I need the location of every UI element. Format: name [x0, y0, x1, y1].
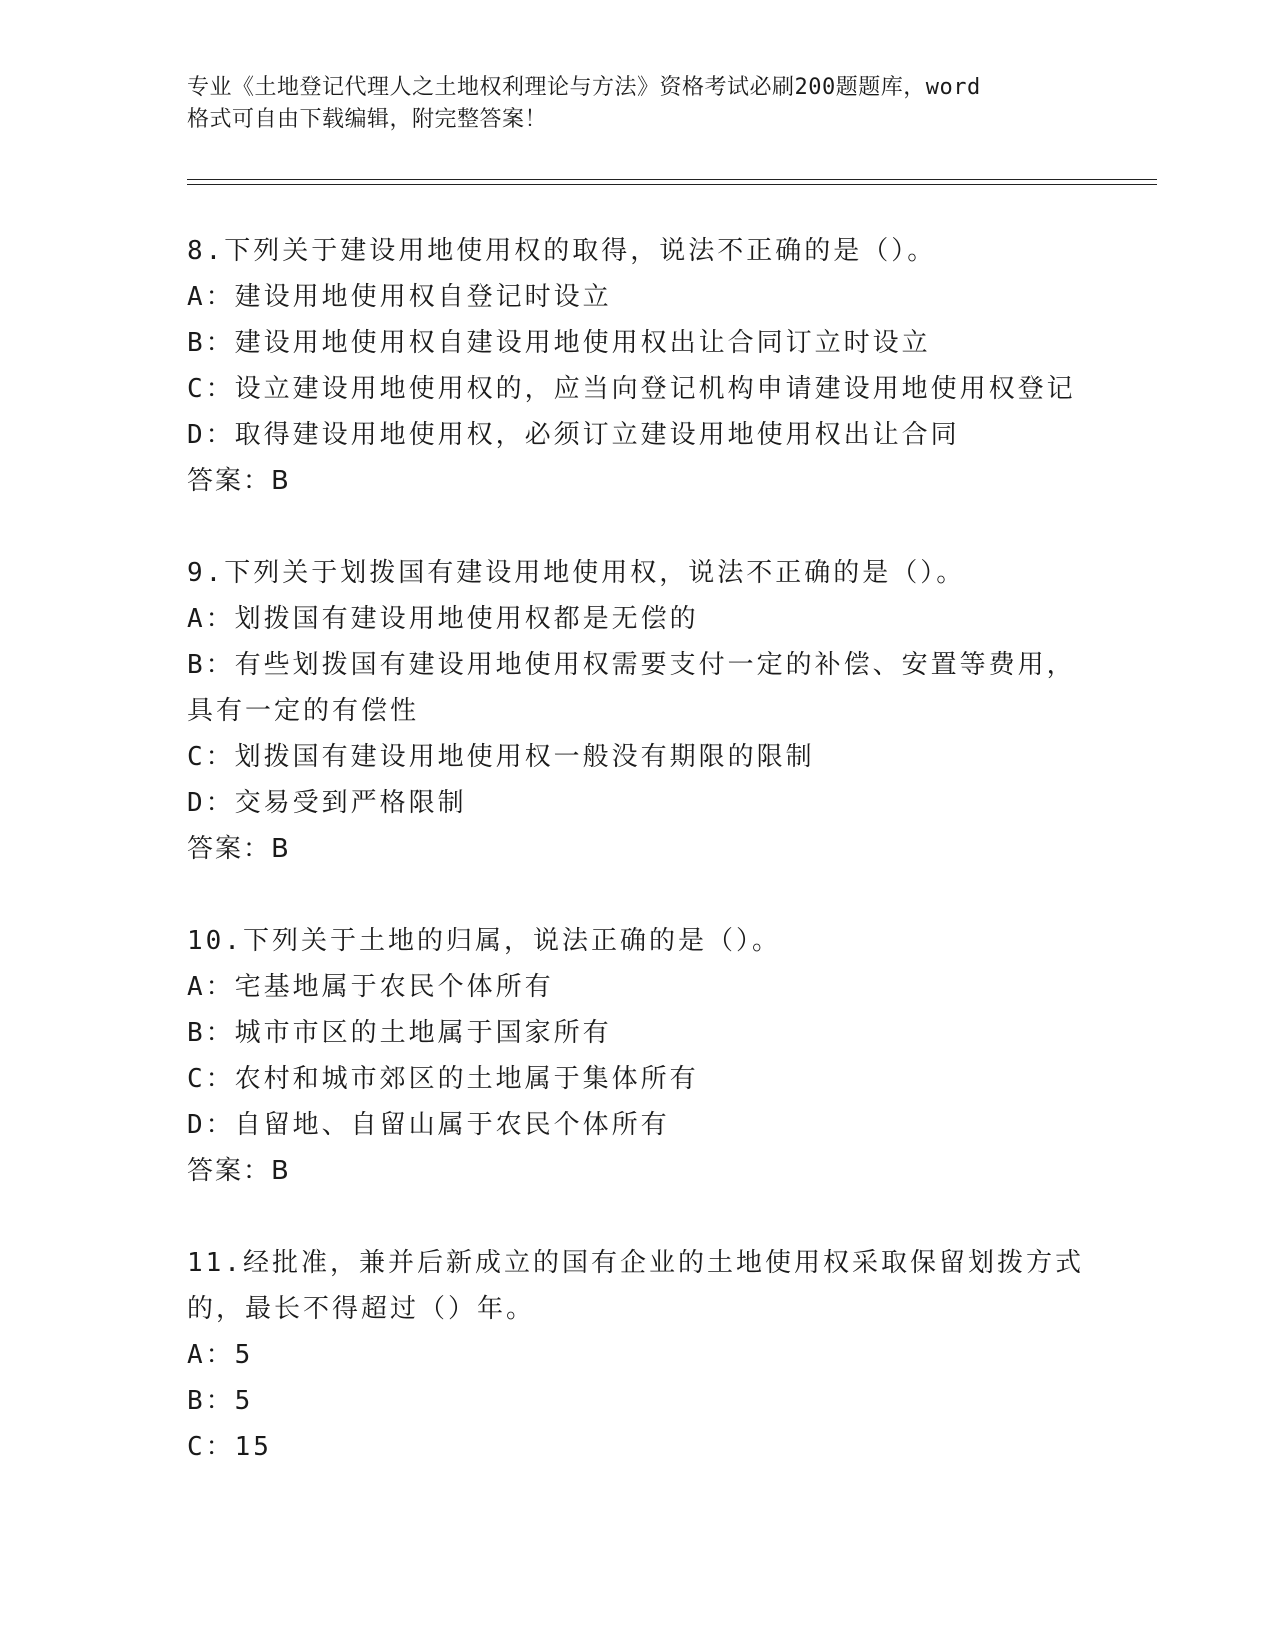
document-header: [187, 72, 1087, 136]
question-text: 的，最长不得超过（）年。: [187, 1294, 536, 1324]
answer-key: 答案：B: [187, 466, 291, 496]
answer-option: C：15: [187, 1432, 272, 1462]
answer-option: A：建设用地使用权自登记时设立: [187, 282, 612, 312]
question-text: 9.下列关于划拨国有建设用地使用权，说法不正确的是（）。: [187, 558, 966, 588]
question-block: [187, 228, 1087, 504]
answer-option: D：自留地、自留山属于农民个体所有: [187, 1110, 670, 1140]
question-block: [187, 550, 1087, 872]
answer-option: A：划拨国有建设用地使用权都是无偿的: [187, 604, 699, 634]
answer-option: B：建设用地使用权自建设用地使用权出让合同订立时设立: [187, 328, 931, 358]
answer-option: C：设立建设用地使用权的，应当向登记机构申请建设用地使用权登记: [187, 374, 1076, 404]
question-text: 10.下列关于土地的归属，说法正确的是（）。: [187, 926, 781, 956]
answer-option: B：有些划拨国有建设用地使用权需要支付一定的补偿、安置等费用，: [187, 650, 1076, 680]
question-text: 11.经批准，兼并后新成立的国有企业的土地使用权采取保留划拨方式: [187, 1248, 1084, 1278]
header-line-2: 格式可自由下载编辑，附完整答案！: [187, 107, 548, 132]
header-divider-bottom: [187, 184, 1157, 185]
answer-option: B：城市市区的土地属于国家所有: [187, 1018, 612, 1048]
answer-option: D：取得建设用地使用权，必须订立建设用地使用权出让合同: [187, 420, 960, 450]
answer-option: C：划拨国有建设用地使用权一般没有期限的限制: [187, 742, 815, 772]
answer-option: A：宅基地属于农民个体所有: [187, 972, 554, 1002]
answer-option: 具有一定的有偿性: [187, 696, 420, 726]
answer-option: C：农村和城市郊区的土地属于集体所有: [187, 1064, 699, 1094]
answer-key: 答案：B: [187, 834, 291, 864]
answer-option: B：5: [187, 1386, 254, 1416]
question-block: [187, 1240, 1087, 1470]
answer-option: D：交易受到严格限制: [187, 788, 467, 818]
header-divider-top: [187, 179, 1157, 180]
answer-option: A：5: [187, 1340, 254, 1370]
question-text: 8.下列关于建设用地使用权的取得，说法不正确的是（）。: [187, 236, 937, 266]
question-list: [187, 228, 1087, 1516]
answer-key: 答案：B: [187, 1156, 291, 1186]
header-line-1: 专业《土地登记代理人之土地权利理论与方法》资格考试必刷200题题库，word: [187, 75, 981, 100]
question-block: [187, 918, 1087, 1194]
